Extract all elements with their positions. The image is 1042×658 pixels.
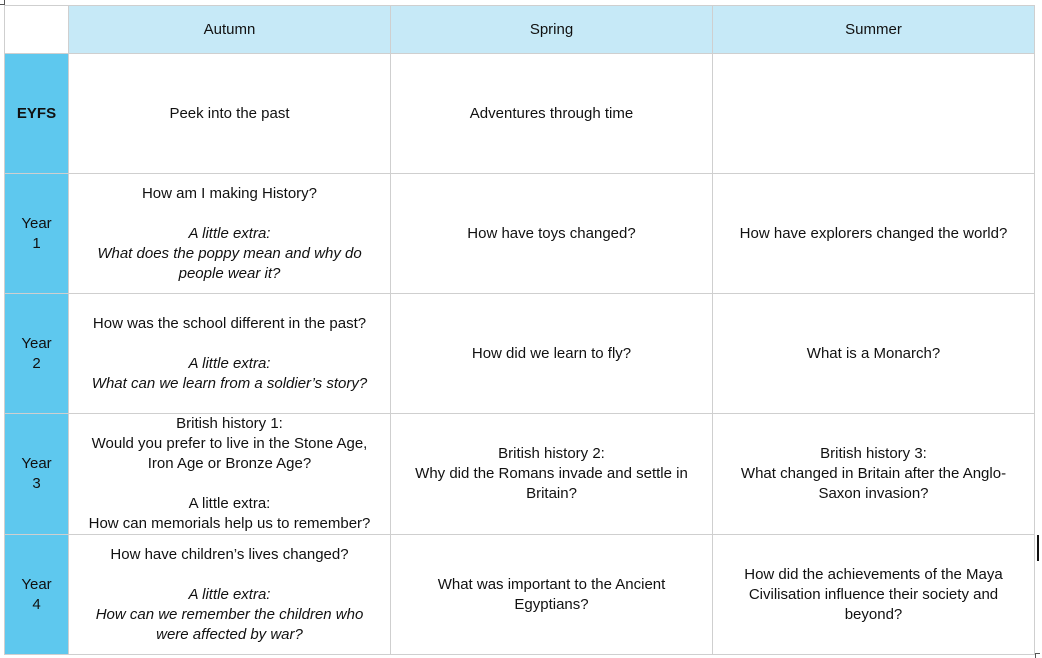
cell-extra-label: A little extra: xyxy=(188,585,271,603)
cell-eyfs-summer[interactable] xyxy=(713,54,1035,174)
row-label-number: 3 xyxy=(32,475,41,492)
table-row-year-1 xyxy=(5,174,1035,294)
cell-text: How did we learn to fly? xyxy=(471,344,632,362)
cell-text: How have toys changed? xyxy=(467,224,636,242)
cell-year-2-summer[interactable] xyxy=(713,294,1035,414)
cell-extra-question: How can memorials help us to remember? xyxy=(88,515,371,532)
cell-main-question: Why did the Romans invade and settle in Britain? xyxy=(415,465,688,502)
cell-heading: British history 3: xyxy=(820,445,927,462)
table-row-year-2 xyxy=(5,294,1035,414)
text-cursor xyxy=(1037,535,1039,561)
cell-main-question: How was the school different in the past? xyxy=(92,314,367,332)
table-row-eyfs xyxy=(5,54,1035,174)
row-label-word: Year xyxy=(21,455,52,472)
cell-year-3-autumn[interactable] xyxy=(69,414,391,535)
cell-year-1-autumn[interactable] xyxy=(69,174,391,294)
row-label-eyfs[interactable]: EYFS xyxy=(5,54,69,174)
row-label-number: 2 xyxy=(32,354,41,372)
cell-extra-question: How can we remember the children who were affected by war? xyxy=(95,605,364,643)
selection-corner-bottom-right xyxy=(1035,653,1040,658)
cell-year-1-spring[interactable] xyxy=(391,174,713,294)
cell-year-1-summer[interactable] xyxy=(713,174,1035,294)
header-row xyxy=(5,6,1035,54)
cell-year-4-autumn[interactable] xyxy=(69,535,391,655)
cell-year-4-summer[interactable] xyxy=(713,535,1035,655)
row-label-word: Year xyxy=(21,575,52,593)
row-label-number: 4 xyxy=(32,595,41,613)
header-spring[interactable]: Spring xyxy=(391,6,713,54)
cell-text: Adventures through time xyxy=(469,104,634,122)
cell-main-question: How have children’s lives changed? xyxy=(110,545,349,563)
row-label-year-4[interactable] xyxy=(5,535,69,655)
table-row-year-4 xyxy=(5,535,1035,655)
row-label-word: Year xyxy=(21,214,52,232)
cell-main-question: Would you prefer to live in the Stone Age, Iron Age or Bronze Age? xyxy=(91,435,368,472)
cell-heading: British history 2: xyxy=(498,445,605,462)
header-autumn[interactable]: Autumn xyxy=(69,6,391,54)
cell-year-2-autumn[interactable] xyxy=(69,294,391,414)
row-label-year-3[interactable] xyxy=(5,414,69,535)
cell-extra-label: A little extra: xyxy=(188,495,271,512)
cell-year-4-spring[interactable] xyxy=(391,535,713,655)
cell-text: What is a Monarch? xyxy=(806,344,941,362)
cell-heading: British history 1: xyxy=(176,415,283,432)
cell-eyfs-autumn[interactable] xyxy=(69,54,391,174)
table-row-year-3 xyxy=(5,414,1035,535)
cell-extra-label: A little extra: xyxy=(188,354,271,372)
cell-year-2-spring[interactable] xyxy=(391,294,713,414)
row-label-number: 1 xyxy=(32,234,41,252)
cell-text: Peek into the past xyxy=(169,104,290,122)
cell-extra-label: A little extra: xyxy=(188,224,271,242)
cell-year-3-summer[interactable] xyxy=(713,414,1035,535)
header-summer[interactable]: Summer xyxy=(713,6,1035,54)
row-label-word: Year xyxy=(21,334,52,352)
cell-year-3-spring[interactable] xyxy=(391,414,713,535)
cell-extra-question: What can we learn from a soldier’s story? xyxy=(91,374,368,392)
row-label-year-2[interactable] xyxy=(5,294,69,414)
history-curriculum-table xyxy=(4,5,1035,655)
cell-main-question: What changed in Britain after the Anglo-Saxon invasion? xyxy=(740,465,1007,502)
cell-text: How did the achievements of the Maya Civilisation influence their society and beyond? xyxy=(744,565,1003,623)
cell-text: What was important to the Ancient Egyptians? xyxy=(437,575,666,613)
row-label-year-1[interactable] xyxy=(5,174,69,294)
cell-main-question: How am I making History? xyxy=(141,184,318,202)
cell-extra-question: What does the poppy mean and why do people wear it? xyxy=(97,244,362,282)
corner-cell[interactable] xyxy=(5,6,69,54)
cell-eyfs-spring[interactable] xyxy=(391,54,713,174)
cell-text: How have explorers changed the world? xyxy=(739,224,1008,242)
